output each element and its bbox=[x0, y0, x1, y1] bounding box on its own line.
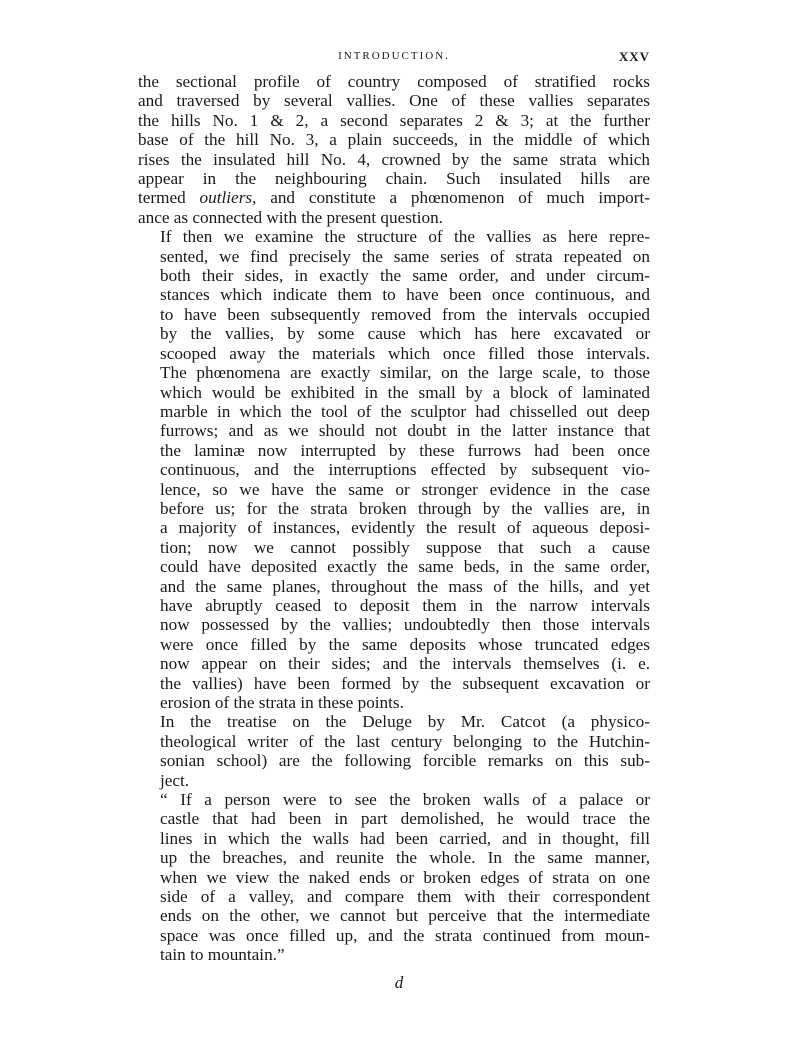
text-line: In the treatise on the Deluge by Mr. Catcot (a physico- bbox=[160, 712, 650, 732]
text-line: theological writer of the last century belonging to the Hutchin- bbox=[160, 731, 650, 751]
text-line: “ If a person were to see the broken walls of a palace or bbox=[160, 790, 650, 810]
text-line: were once filled by the same deposits whose truncated edges bbox=[160, 634, 650, 654]
text-line: before us; for the strata broken through by the vallies are, in bbox=[160, 498, 650, 518]
text-line: base of the hill No. 3, a plain succeeds, in the middle of which bbox=[138, 130, 650, 150]
running-title: INTRODUCTION. bbox=[338, 50, 450, 62]
page-number: XXV bbox=[618, 49, 650, 64]
text-line: tain to mountain.” bbox=[160, 945, 285, 965]
text-line: to have been subsequently removed from the intervals occupied bbox=[160, 304, 650, 324]
text-line: erosion of the strata in these points. bbox=[160, 693, 404, 712]
text-line: termed outliers, and constitute a phœnomenon of much import- bbox=[138, 188, 650, 208]
running-head bbox=[138, 48, 650, 72]
text-line: marble in which the tool of the sculptor had chisselled out deep bbox=[160, 401, 650, 421]
paragraph bbox=[138, 790, 650, 965]
text-line: a majority of instances, evidently the result of aqueous deposi- bbox=[160, 518, 650, 538]
text-line: sonian school) are the following forcible remarks on this sub- bbox=[160, 751, 650, 771]
text-line: sented, we find precisely the same series of strata repeated on bbox=[160, 246, 650, 266]
book-page bbox=[138, 48, 650, 993]
text-line: up the breaches, and reunite the whole. In the same manner, bbox=[160, 848, 650, 868]
text-line: have abruptly ceased to deposit them in the narrow intervals bbox=[160, 595, 650, 615]
text-line: the sectional profile of country composed of stratified rocks bbox=[138, 72, 650, 91]
text-line: and the same planes, throughout the mass of the hills, and yet bbox=[160, 576, 650, 596]
text-line: both their sides, in exactly the same order, and under circum- bbox=[160, 266, 650, 286]
text-line: the laminæ now interrupted by these furrows had been once bbox=[160, 440, 650, 460]
text-line: when we view the naked ends or broken edges of strata on one bbox=[160, 867, 650, 887]
signature-mark: d bbox=[394, 972, 404, 992]
text-line: could have deposited exactly the same beds, in the same order, bbox=[160, 557, 650, 577]
text-line: lence, so we have the same or stronger evidence in the case bbox=[160, 479, 650, 499]
text-line: continuous, and the interruptions effected by subsequent vio- bbox=[160, 460, 650, 480]
text-line: lines in which the walls had been carried, and in thought, fill bbox=[160, 828, 650, 848]
text-line: side of a valley, and compare them with their correspondent bbox=[160, 887, 650, 907]
text-line: and traversed by several vallies. One of these vallies separates bbox=[138, 91, 650, 111]
text-line: appear in the neighbouring chain. Such insulated hills are bbox=[138, 169, 650, 189]
text-line: ance as connected with the present question. bbox=[138, 207, 443, 227]
text-line: The phœnomena are exactly similar, on the large scale, to those bbox=[160, 363, 650, 383]
text-line: which would be exhibited in the small by a block of laminated bbox=[160, 382, 650, 402]
text-line: ject. bbox=[160, 770, 190, 790]
text-line: space was once filled up, and the strata continued from moun- bbox=[160, 925, 650, 945]
paragraph bbox=[138, 72, 650, 227]
text-line: the vallies) have been formed by the subsequent excavation or bbox=[160, 673, 650, 693]
text-line: tion; now we cannot possibly suppose that such a cause bbox=[160, 537, 650, 557]
text-line: the hills No. 1 & 2, a second separates 2 & 3; at the further bbox=[138, 110, 650, 130]
text-line: scooped away the materials which once filled those intervals. bbox=[160, 343, 650, 363]
text-line: ends on the other, we cannot but perceive that the intermediate bbox=[160, 906, 650, 926]
paragraph bbox=[138, 227, 650, 712]
text-line: by the vallies, by some cause which has here excavated or bbox=[160, 324, 650, 344]
text-line: furrows; and as we should not doubt in the latter instance that bbox=[160, 421, 650, 441]
text-line: If then we examine the structure of the vallies as here repre- bbox=[160, 227, 650, 247]
text-line: rises the insulated hill No. 4, crowned by the same strata which bbox=[138, 149, 650, 169]
text-line: castle that had been in part demolished, he would trace the bbox=[160, 809, 650, 829]
text-line: now appear on their sides; and the intervals themselves (i. e. bbox=[160, 654, 650, 674]
paragraph bbox=[138, 712, 650, 790]
text-line: stances which indicate them to have been once continuous, and bbox=[160, 285, 650, 305]
body-text bbox=[138, 72, 650, 965]
text-line: now possessed by the vallies; undoubtedly then those intervals bbox=[160, 615, 650, 635]
